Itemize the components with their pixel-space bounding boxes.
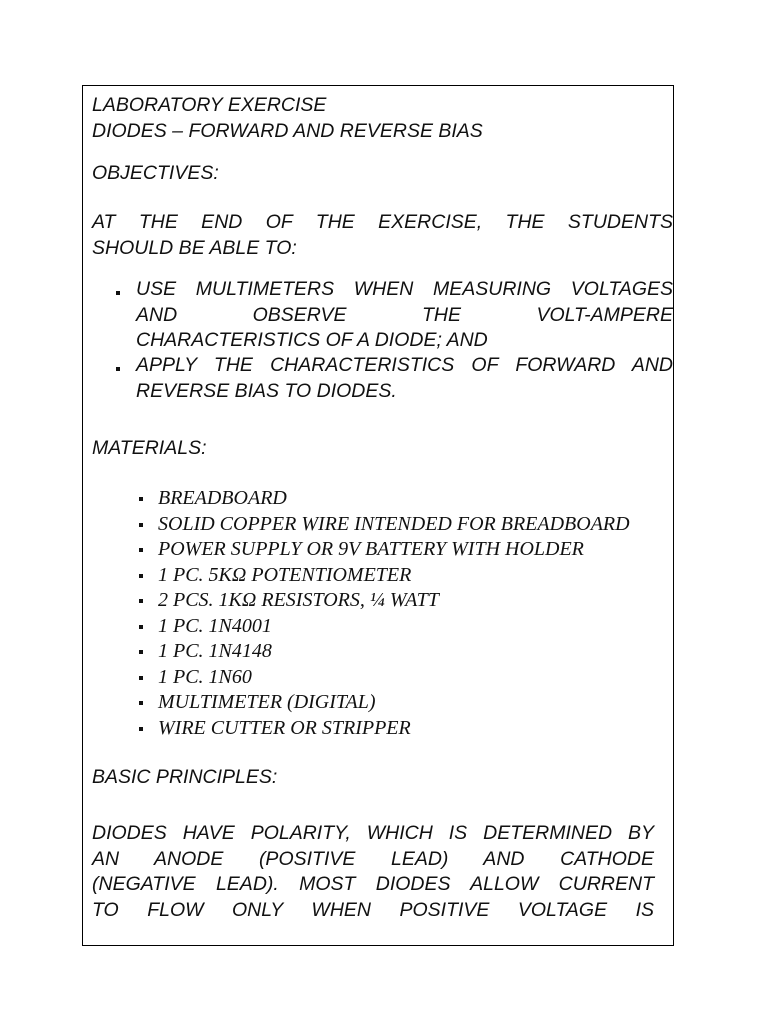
objective-1-line-3: CHARACTERISTICS OF A DIODE; AND — [136, 329, 488, 351]
principles-line-3: (NEGATIVE LEAD). MOST DIODES ALLOW CURRENT — [92, 873, 654, 895]
objective-bullet-1 — [116, 291, 120, 295]
principles-line-2: AN ANODE (POSITIVE LEAD) AND CATHODE — [92, 848, 654, 870]
bullet-icon — [139, 625, 143, 629]
list-item: WIRE CUTTER OR STRIPPER — [83, 716, 630, 742]
principles-line-1: DIODES HAVE POLARITY, WHICH IS DETERMINED BY — [92, 822, 654, 844]
document-page — [82, 85, 674, 946]
bullet-icon — [139, 574, 143, 578]
bullet-icon — [139, 676, 143, 680]
objective-1-line-1: USE MULTIMETERS WHEN MEASURING VOLTAGES — [136, 278, 673, 300]
exercise-label: LABORATORY EXERCISE — [92, 94, 327, 116]
bullet-icon — [139, 599, 143, 603]
exercise-title: DIODES – FORWARD AND REVERSE BIAS — [92, 120, 483, 142]
list-item: BREADBOARD — [83, 486, 630, 512]
bullet-icon — [139, 650, 143, 654]
list-item: 2 PCS. 1KΩ RESISTORS, ¼ WATT — [83, 588, 630, 614]
basic-principles-heading: BASIC PRINCIPLES: — [92, 766, 278, 788]
bullet-icon — [139, 701, 143, 705]
list-item: 1 PC. 5KΩ POTENTIOMETER — [83, 563, 630, 589]
bullet-icon — [139, 523, 143, 527]
objective-2-line-1: APPLY THE CHARACTERISTICS OF FORWARD AND — [136, 354, 673, 376]
bullet-icon — [139, 727, 143, 731]
bullet-icon — [139, 497, 143, 501]
materials-list — [83, 486, 630, 741]
bullet-icon — [139, 548, 143, 552]
list-item: SOLID COPPER WIRE INTENDED FOR BREADBOARD — [83, 512, 630, 538]
objectives-intro-line-1: AT THE END OF THE EXERCISE, THE STUDENTS — [92, 211, 673, 233]
list-item: 1 PC. 1N4148 — [83, 639, 630, 665]
objectives-intro-line-2: SHOULD BE ABLE TO: — [92, 237, 297, 259]
objective-bullet-2 — [116, 367, 120, 371]
objective-1-line-2: AND OBSERVE THE VOLT-AMPERE — [136, 304, 673, 326]
principles-line-4: TO FLOW ONLY WHEN POSITIVE VOLTAGE IS — [92, 899, 654, 921]
list-item: 1 PC. 1N60 — [83, 665, 630, 691]
list-item: POWER SUPPLY OR 9V BATTERY WITH HOLDER — [83, 537, 630, 563]
materials-heading: MATERIALS: — [92, 437, 207, 459]
list-item: MULTIMETER (DIGITAL) — [83, 690, 630, 716]
objectives-heading: OBJECTIVES: — [92, 162, 219, 184]
list-item: 1 PC. 1N4001 — [83, 614, 630, 640]
objective-2-line-2: REVERSE BIAS TO DIODES. — [136, 380, 397, 402]
